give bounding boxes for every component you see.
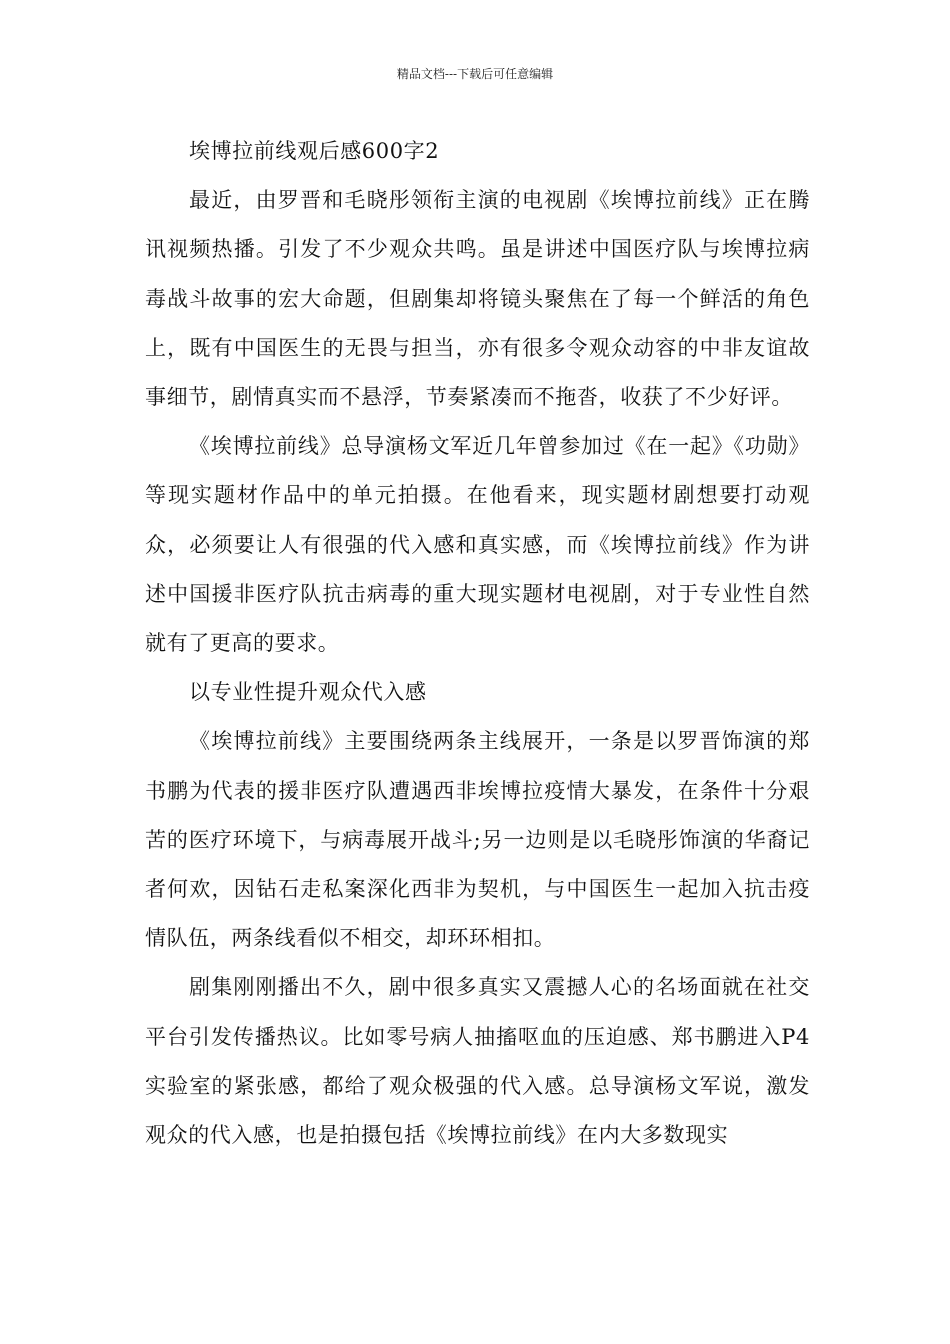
document-title: 埃博拉前线观后感600字2 xyxy=(189,139,440,163)
page-header: 精品文档---下载后可任意编辑 xyxy=(396,67,554,81)
section-heading: 以专业性提升观众代入感 xyxy=(189,680,427,705)
paragraph-3: 《埃博拉前线》主要围绕两条主线展开，一条是以罗晋饰演的郑书鹏为代表的援非医疗队遭遇西非埃博拉疫情大暴发，在条件十分艰苦的医疗环境下，与病毒展开战斗;另一边则是以毛晓彤饰演的华裔记者何欢，因钻石走私案深化西非为契机，与中国医生一起加入抗击疫情队伍，两条线看似不相交，却环环相扣。 xyxy=(145,729,810,951)
paragraph-2: 《埃博拉前线》总导演杨文军近几年曾参加过《在一起》《功勋》等现实题材作品中的单元拍摄。在他看来，现实题材剧想要打动观众，必须要让人有很强的代入感和真实感，而《埃博拉前线》作为讲述中国援非医疗队抗击病毒的重大现实题材电视剧，对于专业性自然就有了更高的要求。 xyxy=(145,434,810,656)
paragraph-4: 剧集刚刚播出不久，剧中很多真实又震撼人心的名场面就在社交平台引发传播热议。比如零号病人抽搐呕血的压迫感、郑书鹏进入P4实验室的紧张感，都给了观众极强的代入感。总导演杨文军说，激发观众的代入感，也是拍摄包括《埃博拉前线》在内大多数现实 xyxy=(145,975,810,1148)
paragraph-1: 最近，由罗晋和毛晓彤领衔主演的电视剧《埃博拉前线》正在腾讯视频热播。引发了不少观众共鸣。虽是讲述中国医疗队与埃博拉病毒战斗故事的宏大命题，但剧集却将镜头聚焦在了每一个鲜活的角色上，既有中国医生的无畏与担当，亦有很多令观众动容的中非友谊故事细节，剧情真实而不悬浮，节奏紧凑而不拖沓，收获了不少好评。 xyxy=(145,188,810,410)
document-body xyxy=(145,127,810,1160)
